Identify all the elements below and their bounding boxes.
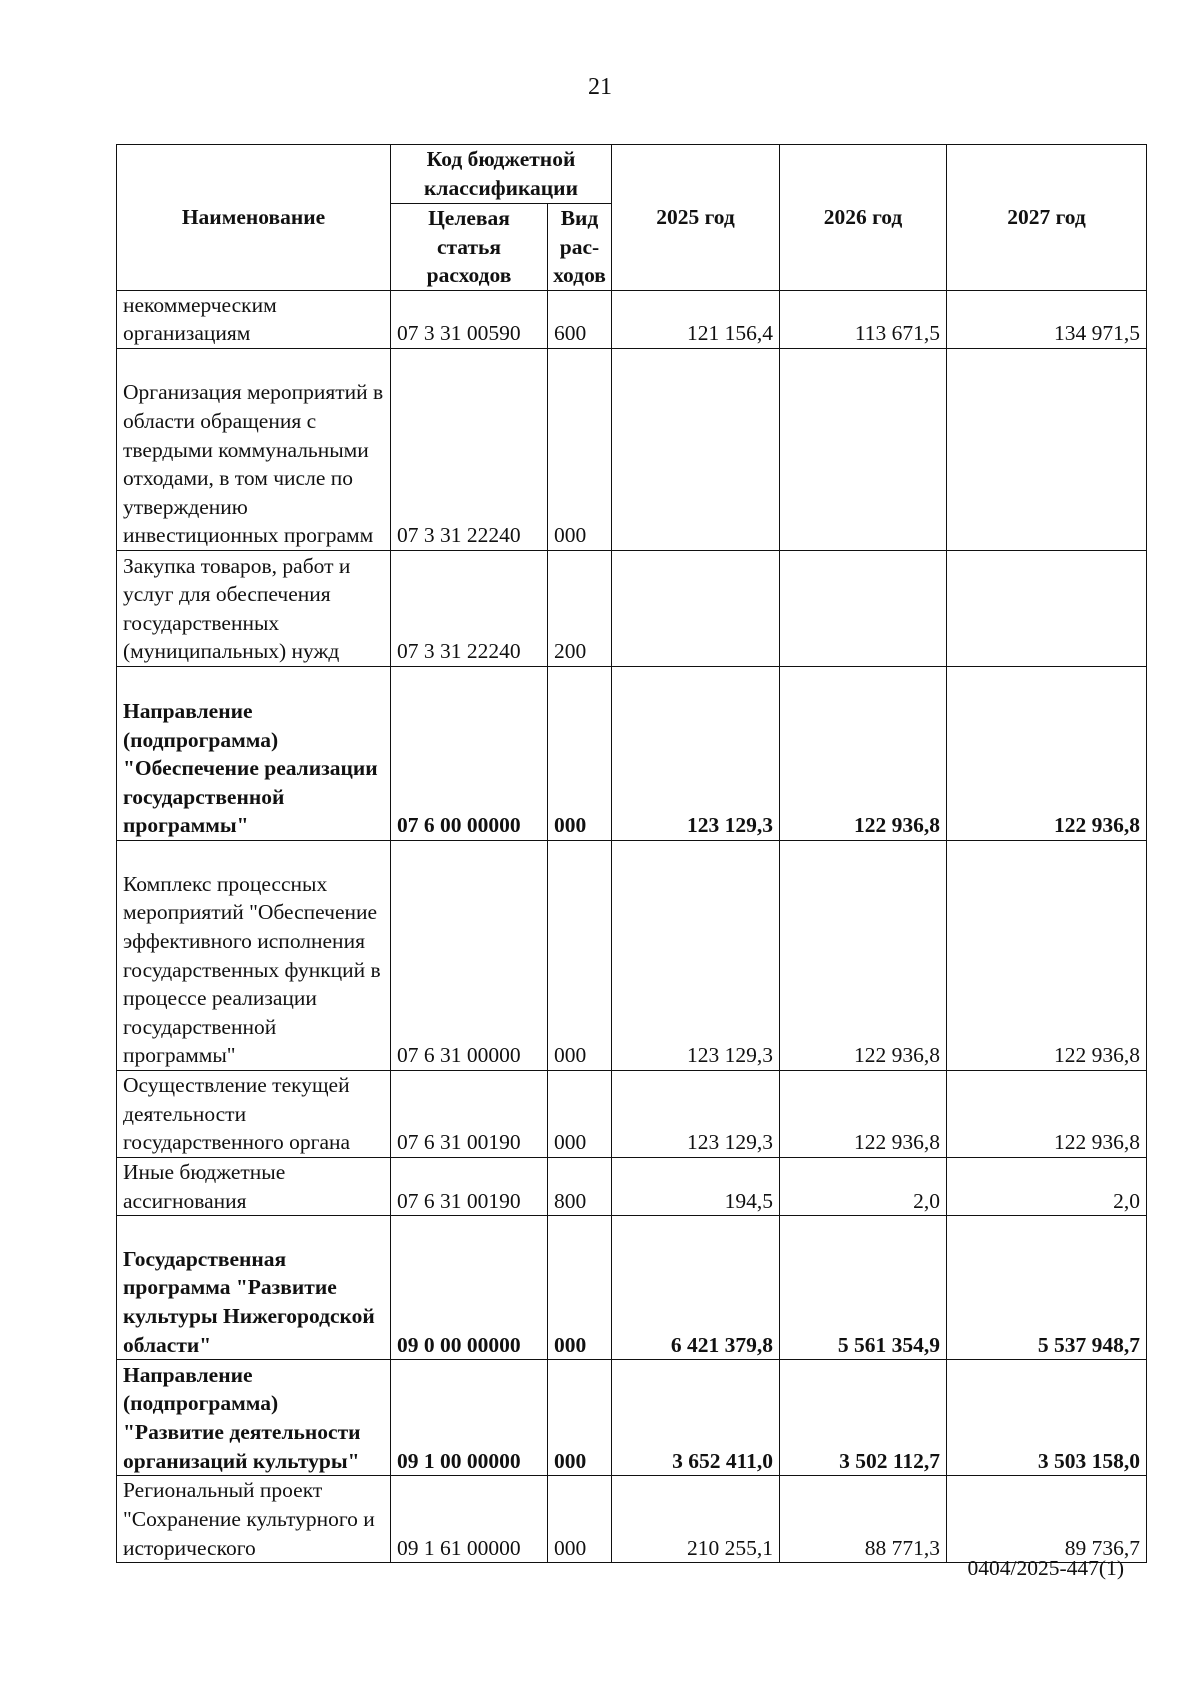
row-expense-type: 600 [548,290,612,348]
header-target-article: Целевая статья расходов [391,204,548,291]
row-target-code: 07 3 31 22240 [391,550,548,666]
table-row [117,1157,1147,1215]
row-value-2025 [612,348,780,550]
row-value-2027: 5 537 948,7 [947,1216,1147,1360]
row-value-2026: 88 771,3 [780,1476,947,1563]
row-target-code: 09 1 00 00000 [391,1360,548,1476]
header-code-group: Код бюджетной классификации [391,145,612,204]
row-name: Закупка товаров, работ и услуг для обеспечения государственных (муниципальных) нужд [117,550,391,666]
row-target-code: 07 6 00 00000 [391,666,548,840]
row-expense-type: 000 [548,348,612,550]
row-value-2027: 89 736,7 [947,1476,1147,1563]
row-value-2027: 122 936,8 [947,840,1147,1070]
row-value-2025 [612,550,780,666]
row-value-2025: 3 652 411,0 [612,1360,780,1476]
row-target-code: 07 6 31 00190 [391,1157,548,1215]
row-value-2027: 122 936,8 [947,1070,1147,1157]
row-name: Иные бюджетные ассигнования [117,1157,391,1215]
header-2026: 2026 год [780,145,947,291]
row-value-2025: 194,5 [612,1157,780,1215]
row-value-2026: 2,0 [780,1157,947,1215]
row-name: Осуществление текущей деятельности государственного органа [117,1070,391,1157]
row-value-2025: 123 129,3 [612,666,780,840]
row-value-2027: 3 503 158,0 [947,1360,1147,1476]
document-number: 0404/2025-447(1) [967,1556,1124,1580]
row-target-code: 07 3 31 22240 [391,348,548,550]
row-value-2027 [947,348,1147,550]
row-expense-type: 800 [548,1157,612,1215]
row-name: Региональный проект "Сохранение культурного и исторического [117,1476,391,1563]
row-target-code: 07 3 31 00590 [391,290,548,348]
row-value-2026 [780,348,947,550]
row-name: Направление (подпрограмма) "Обеспечение реализации государственной программы" [117,666,391,840]
row-value-2026: 5 561 354,9 [780,1216,947,1360]
row-value-2027 [947,550,1147,666]
row-expense-type: 000 [548,840,612,1070]
row-name: Организация мероприятий в области обращения с твердыми коммунальными отходами, в том числе по утверждению инвестиционных программ [117,348,391,550]
row-target-code: 09 1 61 00000 [391,1476,548,1563]
row-value-2026: 122 936,8 [780,666,947,840]
table-row [117,348,1147,550]
row-target-code: 07 6 31 00190 [391,1070,548,1157]
row-expense-type: 000 [548,1216,612,1360]
row-name: Комплекс процессных мероприятий "Обеспечение эффективного исполнения государственных функций в процессе реализации государственной программы" [117,840,391,1070]
row-value-2026 [780,550,947,666]
header-name: Наименование [117,145,391,291]
row-expense-type: 200 [548,550,612,666]
row-value-2026: 3 502 112,7 [780,1360,947,1476]
row-value-2026: 113 671,5 [780,290,947,348]
table-row [117,840,1147,1070]
table-row [117,1360,1147,1476]
row-expense-type: 000 [548,666,612,840]
row-value-2025: 121 156,4 [612,290,780,348]
table-row [117,666,1147,840]
row-target-code: 09 0 00 00000 [391,1216,548,1360]
budget-table [116,144,1147,1563]
row-expense-type: 000 [548,1070,612,1157]
row-value-2027: 122 936,8 [947,666,1147,840]
page-number: 21 [588,74,612,100]
header-2027: 2027 год [947,145,1147,291]
row-name: Направление (подпрограмма) "Развитие деятельности организаций культуры" [117,1360,391,1476]
row-name: Государственная программа "Развитие культуры Нижегородской области" [117,1216,391,1360]
header-expense-type: Вид рас-ходов [548,204,612,291]
row-value-2025: 123 129,3 [612,1070,780,1157]
row-value-2027: 134 971,5 [947,290,1147,348]
row-value-2025: 6 421 379,8 [612,1216,780,1360]
row-expense-type: 000 [548,1476,612,1563]
row-value-2026: 122 936,8 [780,840,947,1070]
table-row [117,1070,1147,1157]
table-row [117,290,1147,348]
row-value-2026: 122 936,8 [780,1070,947,1157]
row-value-2025: 210 255,1 [612,1476,780,1563]
row-name: некоммерческим организациям [117,290,391,348]
table-row [117,1476,1147,1563]
row-expense-type: 000 [548,1360,612,1476]
row-value-2025: 123 129,3 [612,840,780,1070]
row-value-2027: 2,0 [947,1157,1147,1215]
row-target-code: 07 6 31 00000 [391,840,548,1070]
table-row [117,1216,1147,1360]
table-row [117,550,1147,666]
header-2025: 2025 год [612,145,780,291]
